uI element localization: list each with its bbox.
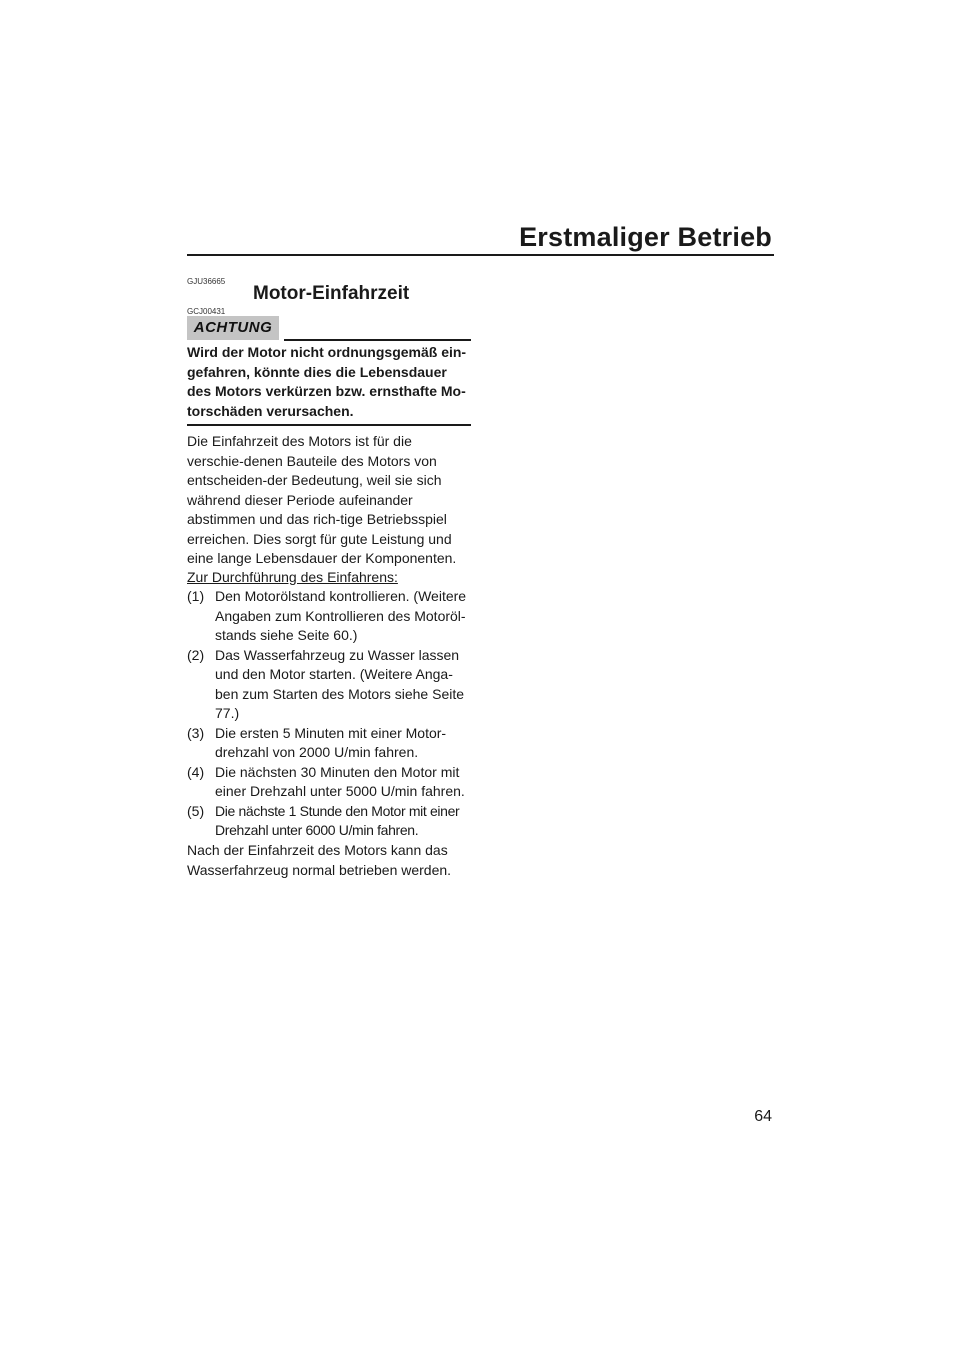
outro-paragraph: Nach der Einfahrzeit des Motors kann das Wasserfahrzeug normal betrieben werden. [187, 842, 452, 878]
chapter-title: Erstmaliger Betrieb [519, 222, 772, 252]
caution-badge: ACHTUNG [187, 316, 279, 340]
step-text: Den Motorölstand kontrollieren. (Weitere Angaben zum Kontrollieren des Motoröl-stands siehe Seite 60.) [215, 588, 467, 643]
step-number: (4) [187, 763, 205, 780]
step-number: (5) [187, 802, 205, 819]
caution-text: Wird der Motor nicht ordnungsgemäß ein-gefahren, könnte dies die Lebensdauer des Motors verkürzen bzw. ernsthafte Mo-torschäden verursachen. [187, 344, 467, 419]
caution-rule-top [284, 339, 471, 341]
list-heading: Zur Durchführung des Einfahrens: [187, 569, 398, 585]
header-rule [187, 254, 774, 256]
page-number: 64 [754, 1108, 772, 1125]
steps-list [187, 587, 471, 841]
list-item [187, 646, 471, 724]
step-number: (1) [187, 588, 205, 604]
step-text: Die nächste 1 Stunde den Motor mit einer Drehzahl unter 6000 U/min fahren. [215, 802, 460, 838]
caution-code: GCJ00431 [187, 307, 226, 316]
list-item [187, 763, 471, 802]
caution-rule-bottom [187, 424, 471, 426]
section-code: GJU36665 [187, 277, 226, 286]
list-item [187, 724, 471, 763]
list-item [187, 802, 471, 841]
step-text: Das Wasserfahrzeug zu Wasser lassen und den Motor starten. (Weitere Anga-ben zum Starten des Motors siehe Seite 77.) [215, 646, 465, 721]
list-item [187, 587, 471, 646]
section-title: Motor-Einfahrzeit [253, 283, 410, 304]
step-text: Die nächsten 30 Minuten den Motor mit einer Drehzahl unter 5000 U/min fahren. [215, 763, 465, 799]
intro-paragraph: Die Einfahrzeit des Motors ist für die verschie-denen Bauteile des Motors von entscheiden-der Bedeutung, weil sie sich während dieser Periode aufeinander abstimmen und das rich-tige Betriebsspiel erreichen. Dies sorgt für gute Leistung und eine lange Lebensdauer der Komponenten. [187, 433, 457, 566]
step-number: (3) [187, 724, 205, 741]
step-text: Die ersten 5 Minuten mit einer Motor-drehzahl von 2000 U/min fahren. [215, 724, 447, 760]
step-number: (2) [187, 646, 205, 663]
